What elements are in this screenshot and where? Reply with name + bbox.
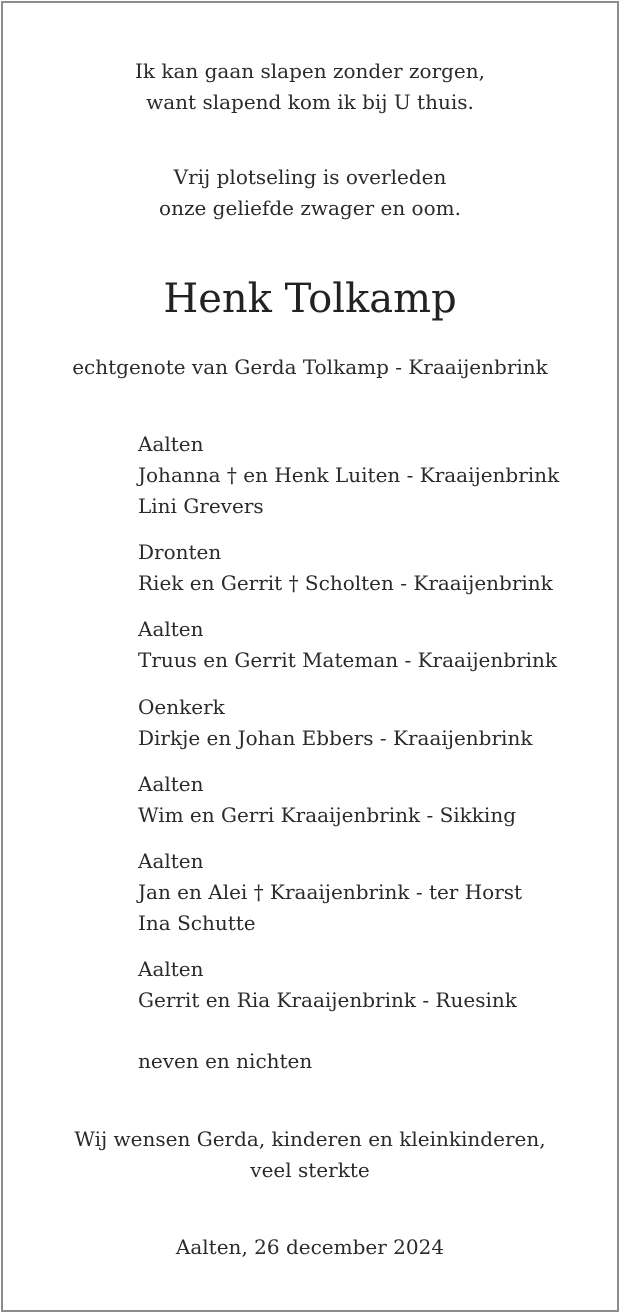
family-line: Lini Grevers: [138, 494, 264, 518]
family-group: [138, 846, 522, 939]
nephews-nieces: neven en nichten: [138, 1049, 313, 1073]
family-line: Riek en Gerrit † Scholten - Kraaijenbrink: [138, 571, 553, 595]
family-line: Gerrit en Ria Kraaijenbrink - Ruesink: [138, 988, 517, 1012]
poem-line-2: want slapend kom ik bij U thuis.: [146, 90, 474, 114]
announcement: [0, 162, 620, 224]
family-place: Oenkerk: [138, 695, 225, 719]
family-group: [138, 769, 516, 831]
spouse-line: echtgenote van Gerda Tolkamp - Kraaijenbrink: [72, 355, 548, 379]
place-date: Aalten, 26 december 2024: [175, 1235, 445, 1259]
family-line: Jan en Alei † Kraaijenbrink - ter Horst: [138, 880, 523, 904]
family-line: Wim en Gerri Kraaijenbrink - Sikking: [138, 803, 516, 827]
family-place: Aalten: [138, 772, 204, 796]
wish-line-1: Wij wensen Gerda, kinderen en kleinkinderen,: [74, 1127, 546, 1151]
family-line: Johanna † en Henk Luiten - Kraaijenbrink: [138, 463, 560, 487]
family-place: Aalten: [138, 432, 204, 456]
family-group: [138, 429, 559, 522]
family-group: [138, 954, 517, 1016]
announcement-line-2: onze geliefde zwager en oom.: [159, 196, 461, 220]
family-line: Ina Schutte: [138, 911, 256, 935]
family-group: [138, 614, 557, 676]
deceased-name: Henk Tolkamp: [163, 276, 457, 322]
poem: [0, 56, 620, 118]
family-place: Dronten: [138, 540, 222, 564]
family-place: Aalten: [138, 849, 204, 873]
poem-line-1: Ik kan gaan slapen zonder zorgen,: [134, 59, 486, 83]
family-line: Truus en Gerrit Mateman - Kraaijenbrink: [138, 648, 558, 672]
family-group: [138, 692, 532, 754]
family-place: Aalten: [138, 957, 204, 981]
wish-line-2: veel sterkte: [250, 1158, 370, 1182]
announcement-line-1: Vrij plotseling is overleden: [173, 165, 447, 189]
wish: [0, 1124, 620, 1186]
family-line: Dirkje en Johan Ebbers - Kraaijenbrink: [138, 726, 533, 750]
family-place: Aalten: [138, 617, 204, 641]
family-group: [138, 537, 553, 599]
